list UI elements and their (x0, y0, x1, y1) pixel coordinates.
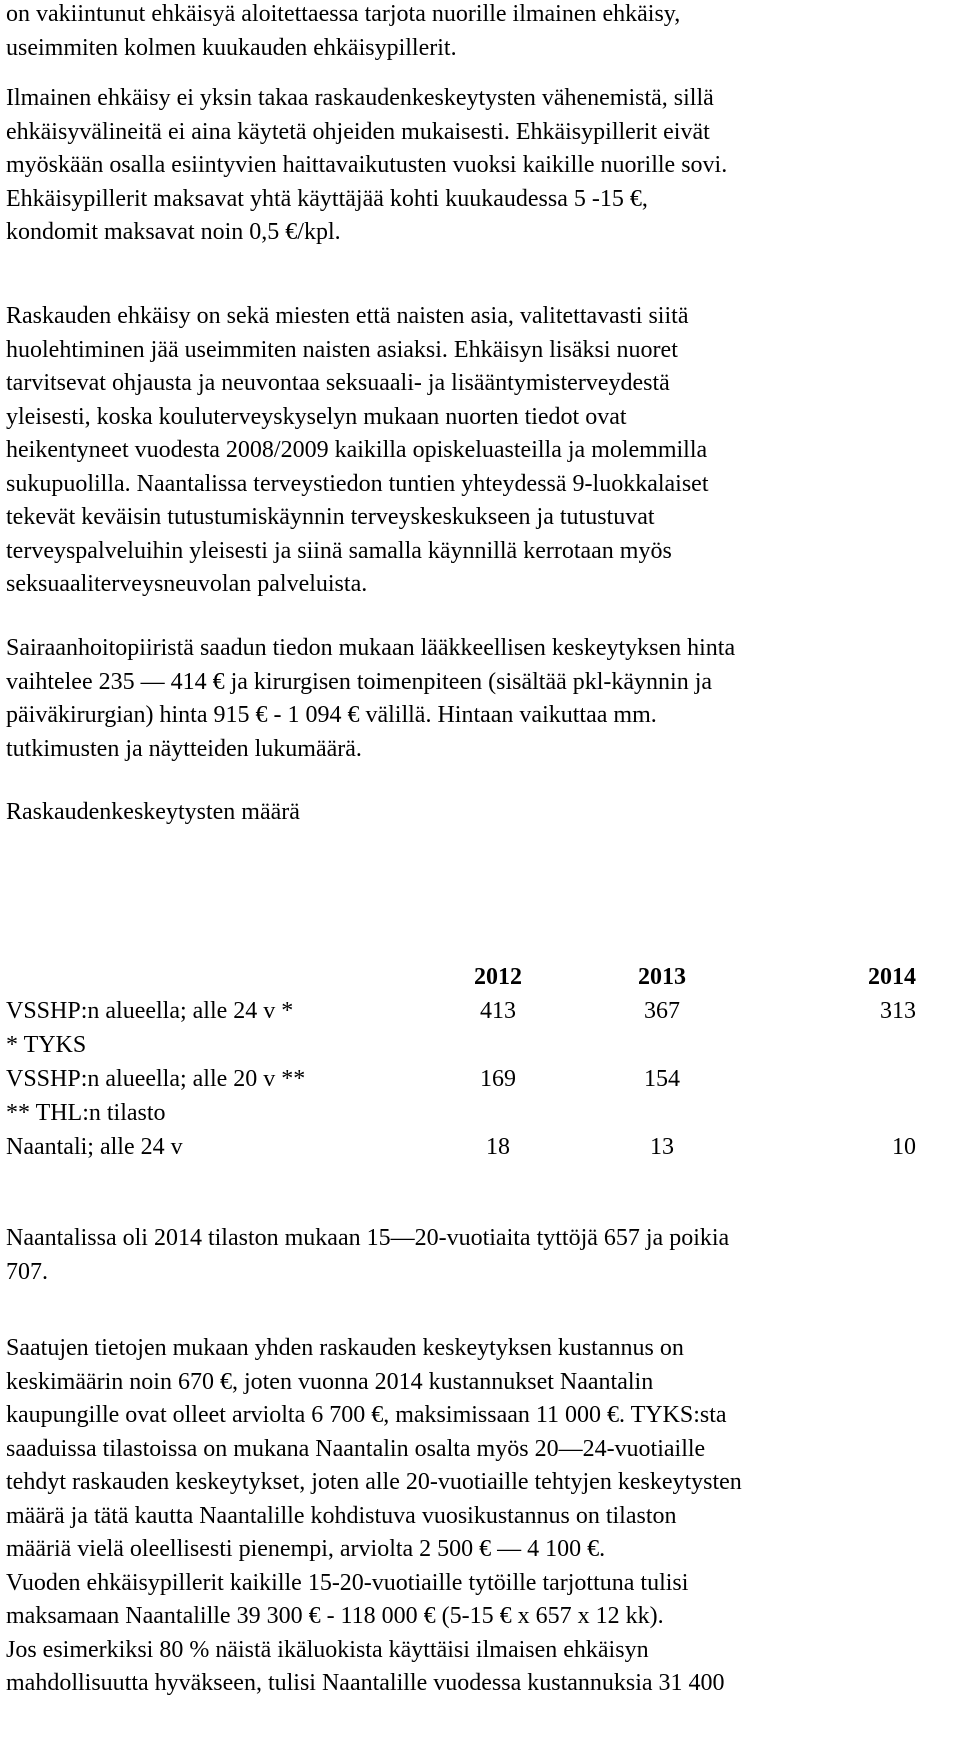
text-line: seksuaaliterveysneuvolan palveluista. (6, 571, 368, 597)
text-line: tarvitsevat ohjausta ja neuvontaa seksuaali- ja lisääntymisterveydestä (6, 370, 670, 396)
table-cell: VSSHP:n alueella; alle 20 v ** (6, 1066, 306, 1092)
table-cell: 154 (644, 1066, 680, 1092)
paragraph-contraception-limits (6, 82, 960, 250)
table-cell: 10 (892, 1134, 916, 1160)
text-line: maksamaan Naantalille 39 300 € - 118 000 € (5-15 € x 657 x 12 kk). (6, 1603, 664, 1629)
section-heading-abortion-counts (6, 796, 960, 830)
text-line: sukupuolilla. Naantalissa terveystiedon tuntien yhteydessä 9-luokkalaiset (6, 470, 709, 497)
table-cell: 169 (480, 1066, 516, 1092)
text-line: Raskauden ehkäisy on sekä miesten että naisten asia, valitettavasti siitä (6, 303, 689, 329)
text-line: kondomit maksavat noin 0,5 €/kpl. (6, 219, 341, 245)
text-line: tehdyt raskauden keskeytykset, joten alle 20-vuotiaille tehtyjen keskeytysten (6, 1469, 742, 1495)
table-cell: 313 (880, 998, 916, 1024)
text-line: Saatujen tietojen mukaan yhden raskauden keskeytyksen kustannus on (6, 1335, 684, 1361)
table-cell: ** THL:n tilasto (6, 1100, 166, 1126)
text-line: Naantalissa oli 2014 tilaston mukaan 15—20-vuotiaita tyttöjä 657 ja poikia (6, 1225, 730, 1251)
table-row (6, 1032, 926, 1066)
text-line: Vuoden ehkäisypillerit kaikille 15-20-vuotiaille tytöille tarjottuna tulisi (6, 1569, 689, 1596)
paragraph-free-contraception-intro (6, 0, 960, 65)
text-line: tekevät keväisin tutustumiskäynnin terveyskeskukseen ja tutustuvat (6, 504, 655, 530)
text-line: 707. (6, 1258, 48, 1285)
text-line: yleisesti, koska kouluterveyskyselyn mukaan nuorten tiedot ovat (6, 403, 627, 430)
text-line: heikentyneet vuodesta 2008/2009 kaikilla opiskeluasteilla ja molemmilla (6, 437, 708, 463)
table-row (6, 1134, 926, 1168)
text-line: vaihtelee 235 — 414 € ja kirurgisen toimenpiteen (sisältää pkl-käynnin ja (6, 668, 713, 695)
text-line: Jos esimerkiksi 80 % näistä ikäluokista käyttäisi ilmaisen ehkäisyn (6, 1636, 649, 1663)
text-line: päiväkirurgian) hinta 915 € - 1 094 € välillä. Hintaan vaikuttaa mm. (6, 702, 657, 728)
text-line: Ehkäisypillerit maksavat yhtä käyttäjää kohti kuukaudessa 5 -15 €, (6, 185, 648, 212)
table-header-cell: 2014 (868, 964, 916, 990)
text-line: useimmiten kolmen kuukauden ehkäisypillerit. (6, 34, 457, 61)
text-line: keskimäärin noin 670 €, joten vuonna 2014 kustannukset Naantalin (6, 1368, 654, 1395)
table-header-cell: 2013 (638, 964, 686, 990)
text-line: Ilmainen ehkäisy ei yksin takaa raskaudenkeskeytysten vähenemistä, sillä (6, 85, 714, 111)
table-cell: * TYKS (6, 1032, 87, 1058)
text-line: huolehtiminen jää useimmiten naisten asiaksi. Ehkäisyn lisäksi nuoret (6, 336, 678, 363)
table-cell: 413 (480, 998, 516, 1024)
table-cell: VSSHP:n alueella; alle 24 v * (6, 998, 294, 1024)
text-line: on vakiintunut ehkäisyä aloitettaessa tarjota nuorille ilmainen ehkäisy, (6, 1, 681, 27)
table-row (6, 1100, 926, 1134)
text-line: mahdollisuutta hyväkseen, tulisi Naantalille vuodessa kustannuksia 31 400 (6, 1670, 725, 1696)
table-cell: 18 (486, 1134, 510, 1160)
table-header-row (6, 964, 926, 998)
text-line: määrä ja tätä kautta Naantalille kohdistuva vuosikustannus on tilaston (6, 1502, 677, 1529)
paragraph-population-2014 (6, 1222, 960, 1289)
table-header-cell: 2012 (474, 964, 522, 990)
table-row (6, 998, 926, 1032)
text-line: Raskaudenkeskeytysten määrä (6, 799, 300, 825)
paragraph-sexual-health-guidance (6, 300, 960, 602)
text-line: ehkäisyvälineitä ei aina käytetä ohjeiden mukaisesti. Ehkäisypillerit eivät (6, 118, 710, 145)
table-cell: 367 (644, 998, 680, 1024)
text-line: myöskään osalla esiintyvien haittavaikutusten vuoksi kaikille nuorille sovi. (6, 152, 728, 178)
paragraph-cost-estimates (6, 1332, 960, 1701)
text-line: Sairaanhoitopiiristä saadun tiedon mukaan lääkkeellisen keskeytyksen hinta (6, 635, 736, 661)
text-line: saaduissa tilastoissa on mukana Naantalin osalta myös 20—24-vuotiaille (6, 1435, 706, 1462)
text-line: kaupungille ovat olleet arviolta 6 700 €, maksimissaan 11 000 €. TYKS:sta (6, 1402, 727, 1428)
text-line: tutkimusten ja näytteiden lukumäärä. (6, 735, 362, 762)
table-cell: Naantali; alle 24 v (6, 1134, 183, 1160)
text-line: määriä vielä oleellisesti pienempi, arviolta 2 500 € — 4 100 €. (6, 1536, 606, 1562)
table-row (6, 1066, 926, 1100)
paragraph-abortion-costs (6, 632, 960, 766)
text-line: terveyspalveluihin yleisesti ja siinä samalla käynnillä kerrotaan myös (6, 537, 672, 564)
table-cell: 13 (650, 1134, 674, 1160)
